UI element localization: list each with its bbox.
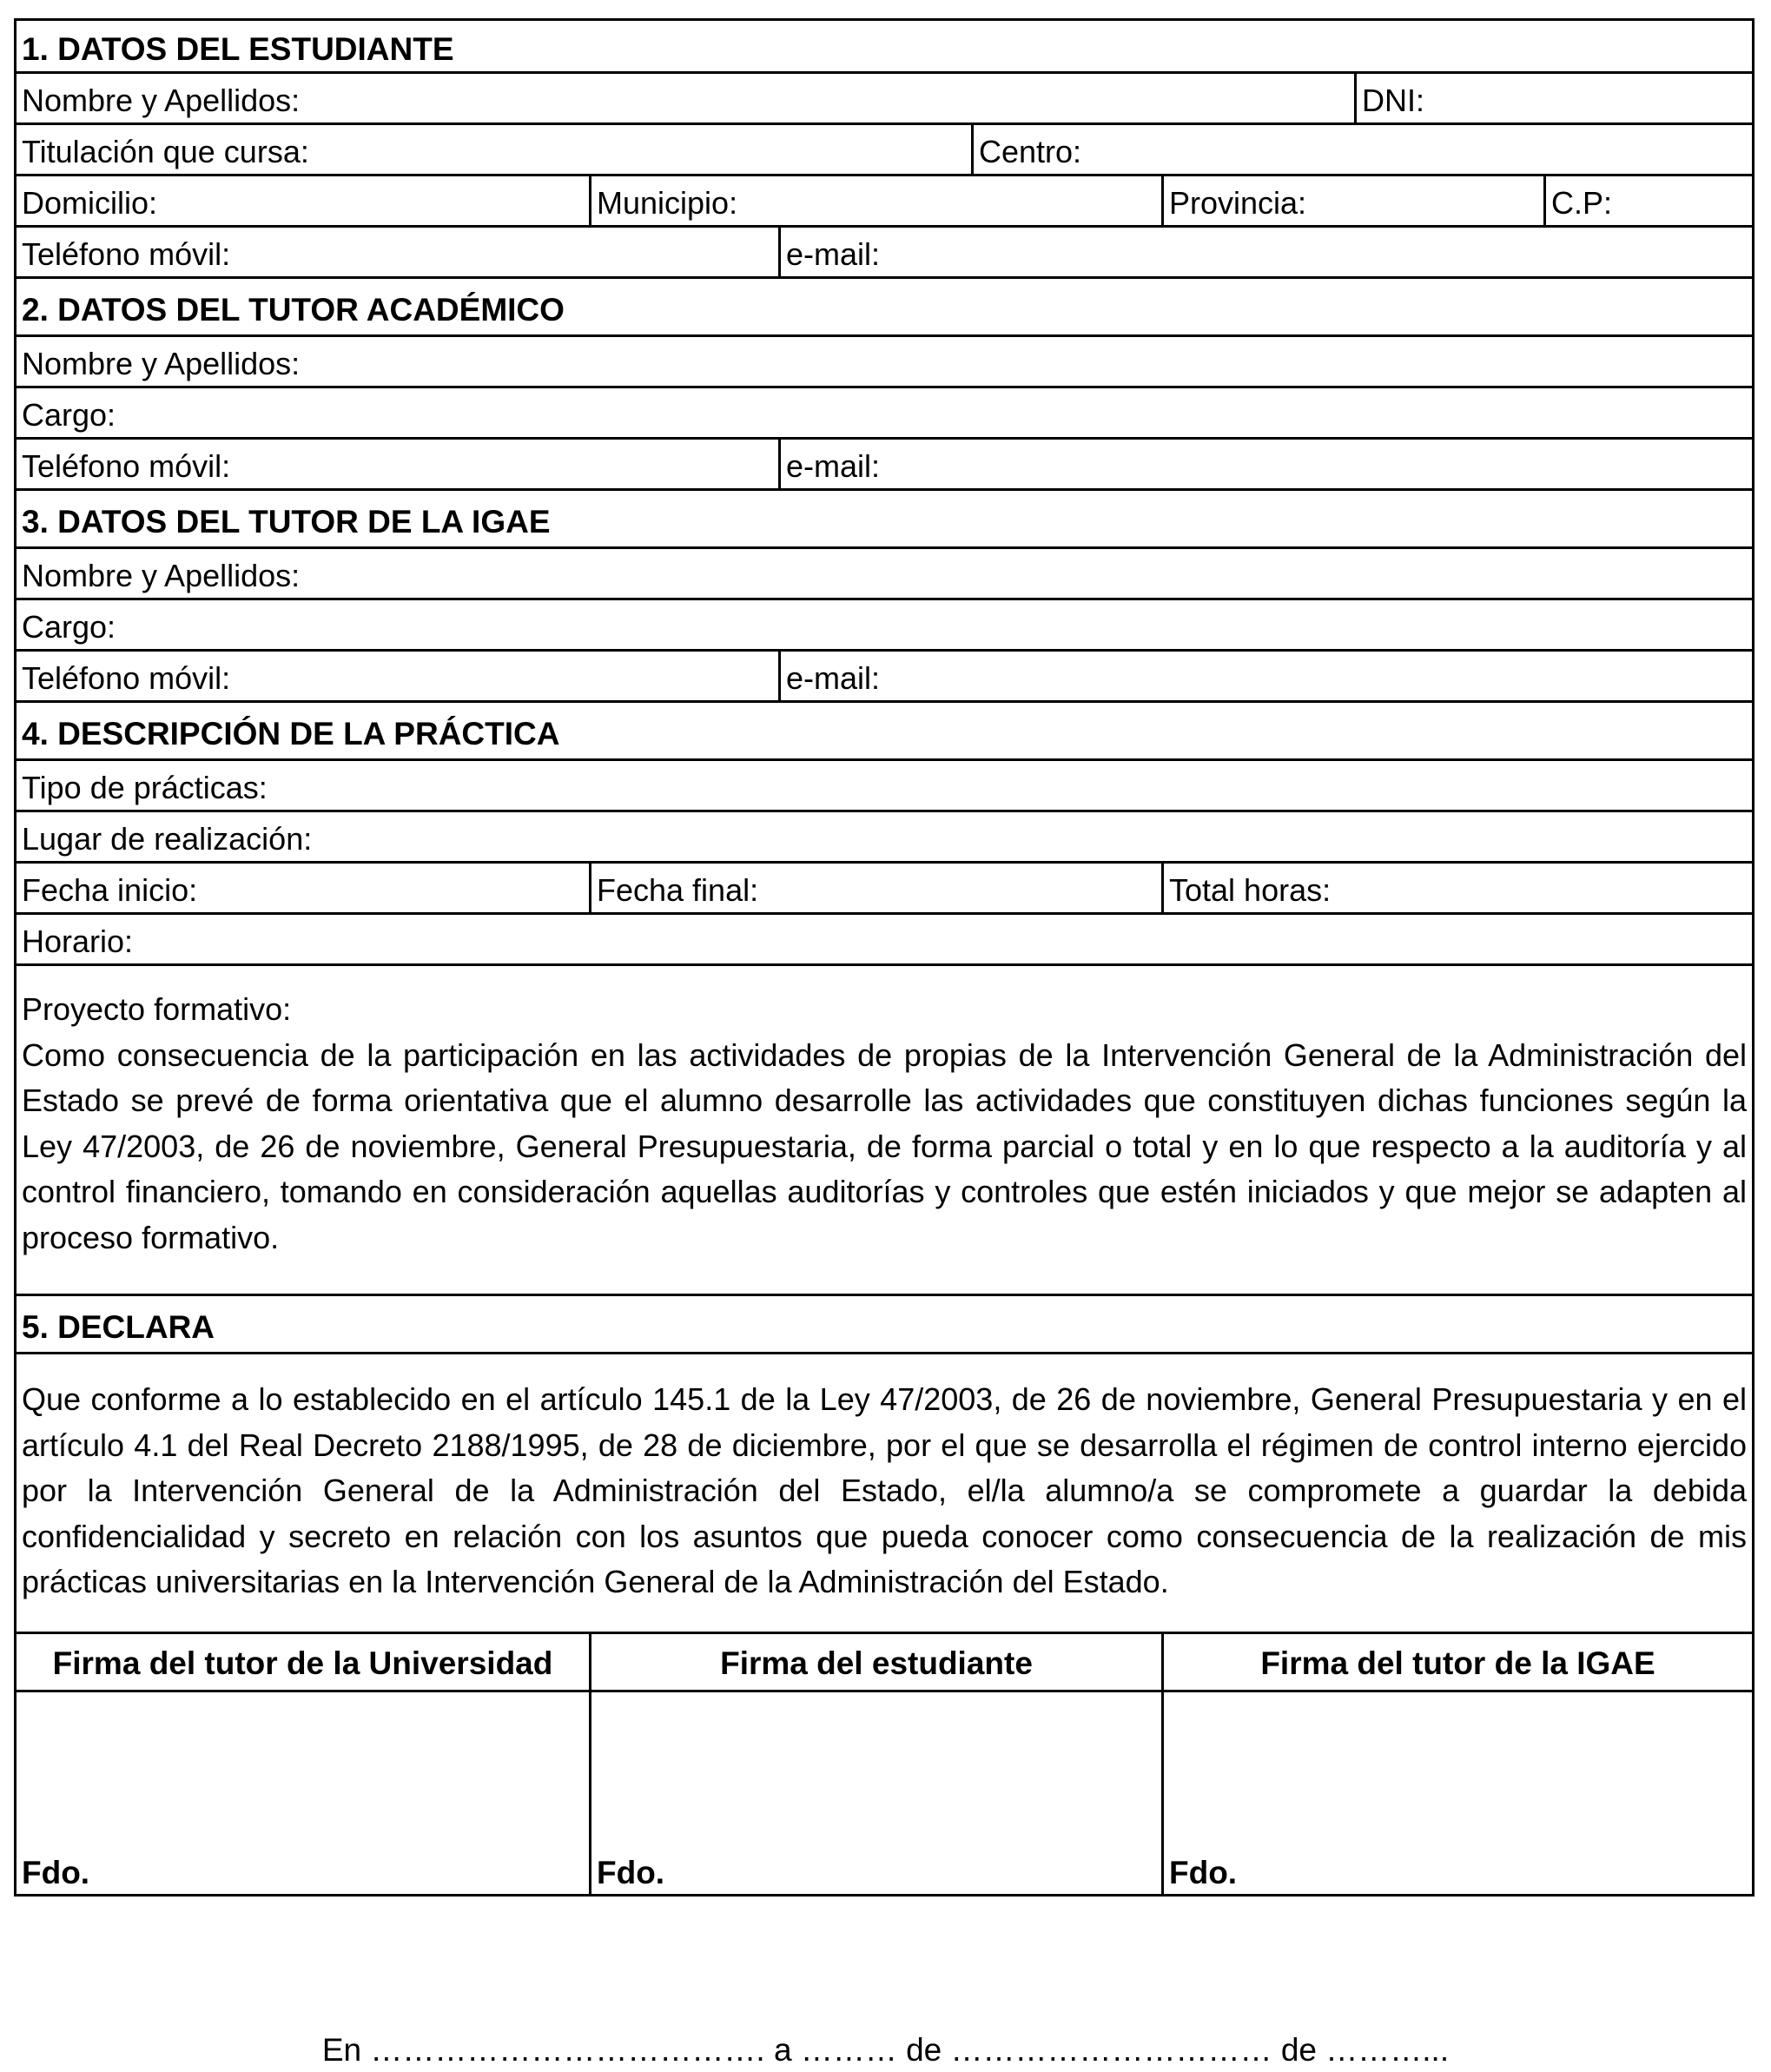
end-date-field[interactable]: Fecha final: [589, 864, 1161, 912]
student-phone-field[interactable]: Teléfono móvil: [22, 236, 231, 272]
igae-tutor-contact-row [17, 652, 1752, 703]
section1-header-row [17, 21, 1752, 74]
academic-tutor-name-row [17, 337, 1752, 388]
igae-tutor-phone-field[interactable]: Teléfono móvil: [22, 660, 231, 696]
igae-tutor-email-field[interactable]: e-mail: [778, 652, 1752, 700]
section2-title: 2. DATOS DEL TUTOR ACADÉMICO [22, 291, 565, 328]
practice-dates-row [17, 864, 1752, 915]
place-date-line: En ………………………………. a ……… de ………………………… de ………... [321, 2032, 1450, 2068]
student-signature-label: Firma del estudiante [589, 1634, 1161, 1690]
section5-header-row [17, 1296, 1752, 1354]
student-email-field[interactable]: e-mail: [778, 228, 1752, 276]
training-project-label: Proyecto formativo: [22, 991, 292, 1027]
practice-location-field[interactable]: Lugar de realización: [22, 821, 313, 857]
section4-header-row [17, 703, 1752, 761]
section3-title: 3. DATOS DEL TUTOR DE LA IGAE [22, 503, 551, 540]
section2-header-row [17, 279, 1752, 337]
declaration-text: Que conforme a lo establecido en el artículo 145.1 de la Ley 47/2003, de 26 de noviembre, General Presupuestaria y en el artículo 4.1 del Real Decreto 2188/1995, de 28 de diciembre, por el que se desarrolla el régimen de control interno ejercido por la Intervención General de la Administración del Estado, el/la alumno/a se compromete a guardar la debida confidencialidad y secreto en relación con los asuntos que pueda conocer como consecuencia de la realización de mis prácticas universitarias en la Intervención General de la Administración del Estado. [22, 1381, 1747, 1599]
practice-location-row [17, 812, 1752, 864]
section5-title: 5. DECLARA [22, 1308, 215, 1345]
schedule-field[interactable]: Horario: [22, 923, 134, 959]
section3-header-row [17, 491, 1752, 549]
student-degree-row [17, 125, 1752, 176]
igae-tutor-position-row [17, 600, 1752, 652]
signature-header-row [17, 1634, 1752, 1692]
section4-title: 4. DESCRIPCIÓN DE LA PRÁCTICA [22, 715, 560, 751]
academic-tutor-position-row [17, 388, 1752, 440]
student-signature-box[interactable] [589, 1692, 1161, 1894]
student-address-row [17, 176, 1752, 228]
student-name-field[interactable]: Nombre y Apellidos: [22, 83, 301, 118]
academic-tutor-contact-row [17, 440, 1752, 491]
university-tutor-signature-label: Firma del tutor de la Universidad [52, 1645, 553, 1681]
igae-tutor-signature-label: Firma del tutor de la IGAE [1161, 1634, 1752, 1690]
academic-tutor-name-field[interactable]: Nombre y Apellidos: [22, 346, 301, 381]
practice-type-field[interactable]: Tipo de prácticas: [22, 770, 268, 805]
student-municipality-field[interactable]: Municipio: [589, 176, 1161, 225]
university-tutor-signature-box[interactable] [17, 1692, 589, 1894]
igae-tutor-position-field[interactable]: Cargo: [22, 609, 116, 645]
section1-title: 1. DATOS DEL ESTUDIANTE [22, 30, 454, 67]
igae-tutor-fdo: Fdo. [1169, 1854, 1238, 1890]
training-project-block [17, 966, 1752, 1294]
student-center-field[interactable]: Centro: [971, 125, 1752, 174]
academic-tutor-email-field[interactable]: e-mail: [778, 440, 1752, 488]
university-tutor-fdo: Fdo. [22, 1854, 90, 1890]
declaration-row [17, 1354, 1752, 1634]
schedule-row [17, 915, 1752, 966]
igae-tutor-name-field[interactable]: Nombre y Apellidos: [22, 558, 301, 593]
student-address-field[interactable]: Domicilio: [22, 185, 158, 221]
student-degree-field[interactable]: Titulación que cursa: [22, 134, 309, 169]
student-name-row [17, 74, 1752, 125]
total-hours-field[interactable]: Total horas: [1161, 864, 1752, 912]
igae-tutor-signature-box[interactable] [1161, 1692, 1752, 1894]
academic-tutor-position-field[interactable]: Cargo: [22, 397, 116, 433]
student-dni-field[interactable]: DNI: [1354, 74, 1752, 122]
training-project-row [17, 966, 1752, 1296]
academic-tutor-phone-field[interactable]: Teléfono móvil: [22, 448, 231, 484]
igae-tutor-name-row [17, 549, 1752, 600]
training-project-text: Como consecuencia de la participación en las actividades de propias de la Intervención General de la Administración del Estado se prevé de forma orientativa que el alumno desarrolle las actividades que constituyen dichas funciones según la Ley 47/2003, de 26 de noviembre, General Presupuestaria, de forma parcial o total y en lo que respecto a la auditoría y al control financiero, tomando en consideración aquellas auditorías y controles que estén iniciados y que mejor se adapten al proceso formativo. [22, 1036, 1747, 1255]
student-contact-row [17, 228, 1752, 279]
student-fdo: Fdo. [597, 1854, 665, 1890]
signature-box-row [17, 1692, 1752, 1894]
student-province-field[interactable]: Provincia: [1161, 176, 1543, 225]
practice-form [14, 18, 1754, 1897]
start-date-field[interactable]: Fecha inicio: [22, 872, 198, 908]
student-postal-code-field[interactable]: C.P: [1543, 176, 1752, 225]
practice-type-row [17, 761, 1752, 812]
